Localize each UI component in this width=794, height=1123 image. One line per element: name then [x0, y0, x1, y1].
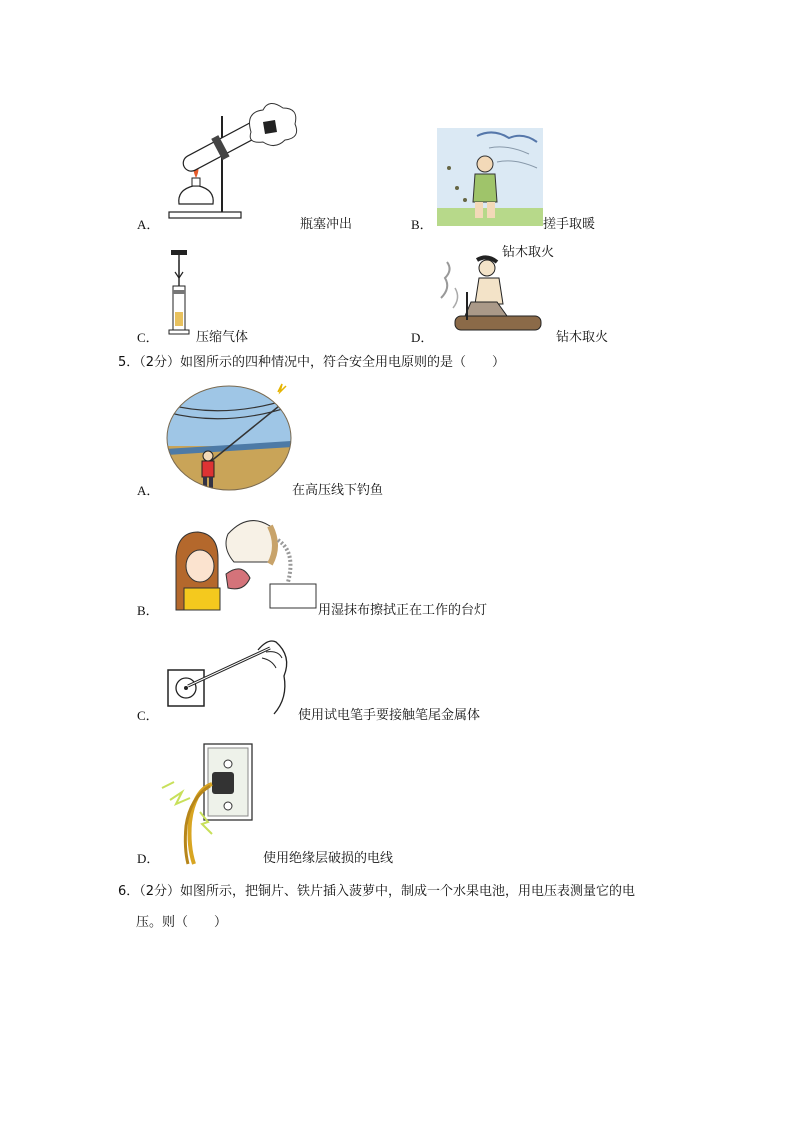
q4-option-a-caption: 瓶塞冲出 [300, 217, 353, 232]
q5-option-d-letter: D． [137, 851, 160, 866]
wiping-lamp-illustration [170, 512, 318, 610]
drill-wood-fire-illustration [437, 258, 545, 338]
damaged-wire-socket-illustration [160, 742, 256, 864]
q5-option-d-caption: 使用绝缘层破损的电线 [263, 851, 394, 866]
compression-cylinder-illustration [165, 250, 195, 336]
q4-option-d-caption: 钻木取火 [556, 330, 609, 345]
fishing-under-power-lines-illustration [166, 384, 292, 492]
rubbing-hands-illustration [437, 128, 543, 226]
q5-option-a-caption: 在高压线下钓鱼 [292, 483, 384, 498]
q5-option-b-caption: 用湿抹布擦拭正在工作的台灯 [318, 603, 488, 618]
test-tube-stopper-illustration [165, 104, 300, 224]
q6-stem-line2: 压。则（ ） [136, 915, 228, 930]
q5-option-c-letter: C． [137, 708, 159, 723]
q4-option-c-caption: 压缩气体 [196, 330, 249, 345]
q4-option-b-letter: B． [411, 217, 433, 232]
q5-option-b-letter: B． [137, 603, 159, 618]
q5-option-c-caption: 使用试电笔手要接触笔尾金属体 [298, 708, 481, 723]
q5-option-a-letter: A． [137, 483, 160, 498]
q4-option-d-image-label: 钻木取火 [502, 245, 555, 260]
test-pen-socket-illustration [166, 638, 294, 716]
q4-option-c-letter: C． [137, 330, 159, 345]
q4-option-d-letter: D． [411, 330, 434, 345]
q5-stem: 5．（2分）如图所示的四种情况中，符合安全用电原则的是（ ） [118, 355, 506, 370]
q6-stem-line1: 6．（2分）如图所示，把铜片、铁片插入菠萝中，制成一个水果电池，用电压表测量它的电 [118, 884, 636, 899]
q4-option-a-letter: A． [137, 217, 160, 232]
q4-option-b-caption: 搓手取暖 [543, 217, 596, 232]
